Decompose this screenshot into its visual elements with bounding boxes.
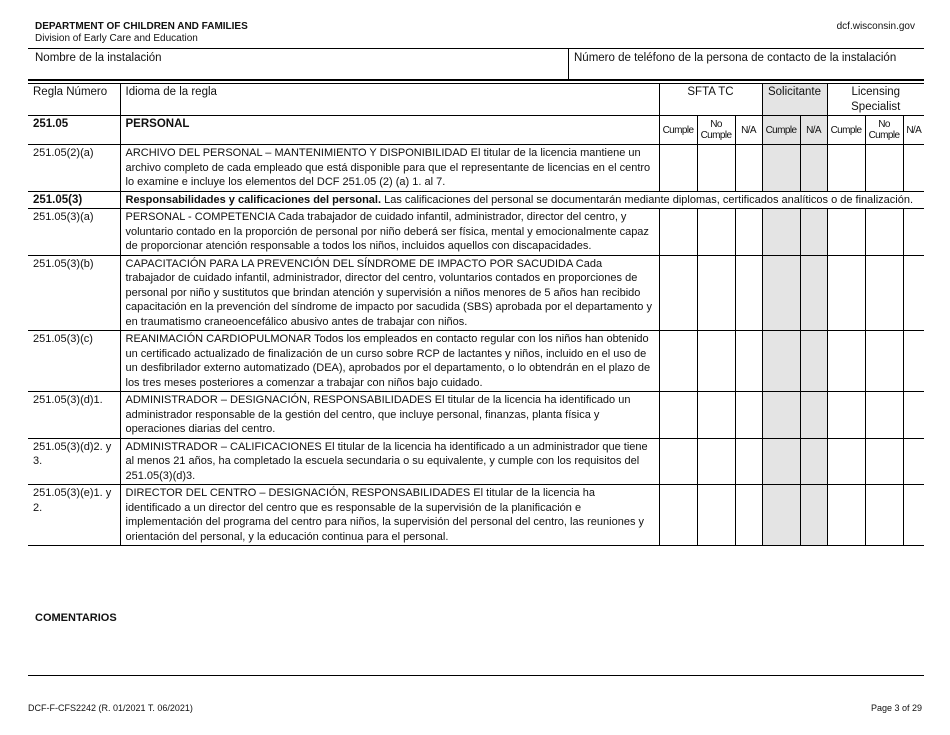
applicant-na-cell[interactable] [800, 392, 827, 439]
website-label: dcf.wisconsin.gov [836, 21, 915, 32]
licensing-na-cell[interactable] [903, 145, 924, 192]
sfta-meets-cell[interactable] [659, 331, 697, 392]
applicant-meets-header: Cumple [762, 116, 800, 145]
licensing-na-cell[interactable] [903, 331, 924, 392]
sfta-na-header: N/A [735, 116, 762, 145]
applicant-na-cell[interactable] [800, 145, 827, 192]
sfta-not-meets-cell[interactable] [697, 331, 735, 392]
licensing-meets-header: Cumple [827, 116, 865, 145]
rule-number: 251.05(2)(a) [28, 145, 120, 192]
sfta-meets-header: Cumple [659, 116, 697, 145]
sfta-not-meets-cell[interactable] [697, 438, 735, 485]
facility-phone-field[interactable]: Número de teléfono de la persona de contacto de la instalación [574, 52, 897, 64]
table-row [28, 438, 924, 485]
licensing-meets-cell[interactable] [827, 255, 865, 331]
applicant-na-cell[interactable] [800, 209, 827, 256]
rule-number: 251.05(3)(d)1. [28, 392, 120, 439]
comments-label: COMENTARIOS [35, 612, 117, 624]
subsection-row [28, 191, 924, 209]
facility-info-row [28, 48, 924, 81]
division-name: Division of Early Care and Education [35, 33, 198, 44]
applicant-meets-cell[interactable] [762, 438, 800, 485]
footer-divider [28, 675, 924, 676]
rule-text: PERSONAL - COMPETENCIA Cada trabajador de cuidado infantil, administrador, director del centro, y voluntario contado en la proporción de personal por niño deberá ser física, mental y emocionalmente capaz de proporcionar atención responsable a todos los niños, incluidos aquellos con discapacidades. [120, 209, 659, 256]
table-row [28, 255, 924, 331]
sfta-meets-cell[interactable] [659, 392, 697, 439]
sfta-not-meets-cell[interactable] [697, 485, 735, 546]
facility-name-field[interactable]: Nombre de la instalación [35, 52, 162, 64]
table-header-row [28, 84, 924, 116]
rule-text: REANIMACIÓN CARDIOPULMONAR Todos los empleados en contacto regular con los niños han obtenido un certificado actualizado de finalización de un curso sobre RCP de lactantes y niños, incluido en el uso de un desfibrilador externo automatizado (DEA), aprobados por el departamento, o lo obtendrán en el plazo de los tres meses posteriores a comenzar a trabajar con niños bajo cuidado. [120, 331, 659, 392]
rule-text-body: Las calificaciones del personal se documentarán mediante diplomas, certificados analíticos o de finalización. [381, 193, 914, 206]
sfta-na-cell[interactable] [735, 331, 762, 392]
licensing-na-cell[interactable] [903, 392, 924, 439]
licensing-na-cell[interactable] [903, 485, 924, 546]
applicant-meets-cell[interactable] [762, 209, 800, 256]
rule-number: 251.05(3)(a) [28, 209, 120, 256]
section-header-row [28, 116, 924, 145]
agency-header [35, 21, 248, 45]
table-row [28, 145, 924, 192]
department-name: DEPARTMENT OF CHILDREN AND FAMILIES [35, 21, 248, 32]
section-number: 251.05 [28, 116, 120, 145]
sfta-na-cell[interactable] [735, 145, 762, 192]
col-rule-text: Idioma de la regla [120, 84, 659, 116]
licensing-meets-cell[interactable] [827, 485, 865, 546]
rule-number: 251.05(3) [28, 191, 120, 209]
applicant-meets-cell[interactable] [762, 392, 800, 439]
sfta-na-cell[interactable] [735, 485, 762, 546]
licensing-not-meets-cell[interactable] [865, 255, 903, 331]
licensing-not-meets-cell[interactable] [865, 438, 903, 485]
licensing-meets-cell[interactable] [827, 331, 865, 392]
rule-number: 251.05(3)(e)1. y 2. [28, 485, 120, 546]
licensing-meets-cell[interactable] [827, 145, 865, 192]
rule-number: 251.05(3)(b) [28, 255, 120, 331]
page-number: Page 3 of 29 [870, 703, 922, 713]
applicant-meets-cell[interactable] [762, 331, 800, 392]
section-title: PERSONAL [120, 116, 659, 145]
licensing-na-cell[interactable] [903, 255, 924, 331]
applicant-na-cell[interactable] [800, 485, 827, 546]
table-row [28, 331, 924, 392]
rule-text-lead: Responsabilidades y calificaciones del personal. [125, 193, 382, 206]
rule-number: 251.05(3)(d)2. y 3. [28, 438, 120, 485]
licensing-na-cell[interactable] [903, 209, 924, 256]
rule-text: ARCHIVO DEL PERSONAL – MANTENIMIENTO Y DISPONIBILIDAD El titular de la licencia mantiene un archivo completo de cada empleado que está disponible para que el representante de licencias en el centro lo examine e incluye los elementos del DCF 251.05 (2) (a) 1. al 7. [120, 145, 659, 192]
table-row [28, 392, 924, 439]
sfta-not-meets-cell[interactable] [697, 145, 735, 192]
rule-text: ADMINISTRADOR – CALIFICACIONES El titular de la licencia ha identificado a un administrador que tiene al menos 21 años, ha completado la escuela secundaria o su equivalente, y cumple con los requisitos del 251.05(3)(d)3. [120, 438, 659, 485]
licensing-na-header: N/A [903, 116, 924, 145]
rule-text [120, 191, 924, 209]
sfta-na-cell[interactable] [735, 255, 762, 331]
sfta-meets-cell[interactable] [659, 209, 697, 256]
sfta-na-cell[interactable] [735, 392, 762, 439]
form-id: DCF-F-CFS2242 (R. 01/2021 T. 06/2021) [28, 703, 193, 713]
licensing-meets-cell[interactable] [827, 438, 865, 485]
licensing-not-meets-cell[interactable] [865, 392, 903, 439]
col-rule-number: Regla Número [28, 84, 120, 116]
sfta-meets-cell[interactable] [659, 145, 697, 192]
rules-table [28, 83, 924, 546]
applicant-na-header: N/A [800, 116, 827, 145]
licensing-not-meets-header: No Cumple [865, 116, 903, 145]
col-group-sfta: SFTA TC [659, 84, 762, 116]
col-group-applicant: Solicitante [762, 84, 827, 116]
sfta-na-cell[interactable] [735, 438, 762, 485]
sfta-meets-cell[interactable] [659, 485, 697, 546]
licensing-meets-cell[interactable] [827, 392, 865, 439]
rule-number: 251.05(3)(c) [28, 331, 120, 392]
licensing-na-cell[interactable] [903, 438, 924, 485]
facility-divider [568, 49, 569, 79]
licensing-not-meets-cell[interactable] [865, 209, 903, 256]
sfta-not-meets-cell[interactable] [697, 209, 735, 256]
applicant-na-cell[interactable] [800, 331, 827, 392]
sfta-not-meets-cell[interactable] [697, 392, 735, 439]
sfta-not-meets-header: No Cumple [697, 116, 735, 145]
sfta-meets-cell[interactable] [659, 438, 697, 485]
licensing-not-meets-cell[interactable] [865, 331, 903, 392]
applicant-meets-cell[interactable] [762, 485, 800, 546]
sfta-meets-cell[interactable] [659, 255, 697, 331]
rule-text: CAPACITACIÓN PARA LA PREVENCIÓN DEL SÍNDROME DE IMPACTO POR SACUDIDA Cada trabajador de cuidado infantil, administrador, director del centro, voluntarios contados en proporciones de personal por niño y sustitutos que brindan atención y supervisión a niños menores de 5 años han recibido capacitación en la prevención del síndrome de impacto por sacudida (SBS) aprobada por el departamento y en traumatismo craneoencefálico abusivo antes de trabajar con niños. [120, 255, 659, 331]
col-group-licensing: Licensing Specialist [827, 84, 924, 116]
table-row [28, 485, 924, 546]
licensing-meets-cell[interactable] [827, 209, 865, 256]
applicant-na-cell[interactable] [800, 255, 827, 331]
sfta-na-cell[interactable] [735, 209, 762, 256]
applicant-meets-cell[interactable] [762, 255, 800, 331]
table-row [28, 209, 924, 256]
licensing-not-meets-cell[interactable] [865, 485, 903, 546]
applicant-na-cell[interactable] [800, 438, 827, 485]
rule-text: DIRECTOR DEL CENTRO – DESIGNACIÓN, RESPONSABILIDADES El titular de la licencia ha identificado a un director del centro que es responsable de la supervisión de la planificación e implementación del programa del centro para niños, la supervisión del personal del centro, las reuniones y orientación del personal, y la educación continua para el personal. [120, 485, 659, 546]
licensing-not-meets-cell[interactable] [865, 145, 903, 192]
applicant-meets-cell[interactable] [762, 145, 800, 192]
sfta-not-meets-cell[interactable] [697, 255, 735, 331]
rule-text: ADMINISTRADOR – DESIGNACIÓN, RESPONSABILIDADES El titular de la licencia ha identificado un administrador responsable de la gestión del centro, que incluye personal, finanzas, planta física y operaciones diarias del centro. [120, 392, 659, 439]
